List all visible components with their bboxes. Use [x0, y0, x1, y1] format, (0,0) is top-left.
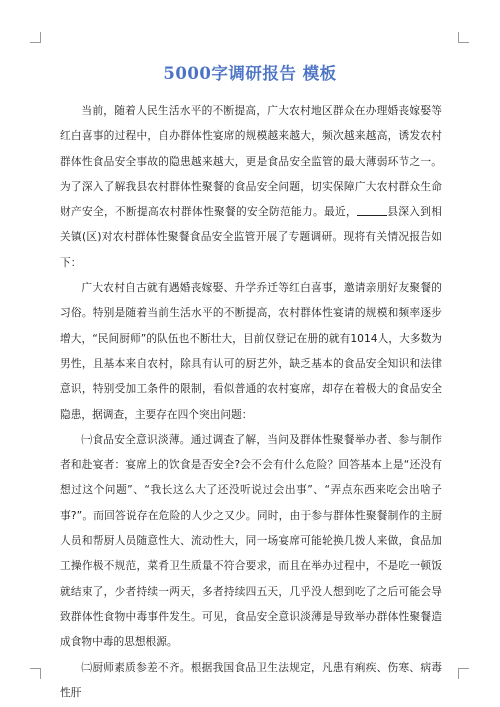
paragraph-intro-part-2: 县深入到相关镇(区)对农村群体性聚餐食品安全监管开展了专题调研。现将有关情况报告如下：: [60, 205, 442, 269]
crop-mark-bottom-left: [30, 668, 41, 679]
paragraph-intro-part-1: 当前，随着人民生活水平的不断提高，广大农村地区群众在办理婚丧嫁娶等红白喜事的过程中，自办群体性宴席的规模越来越大，频次越来越高，诱发农村群体性食品安全事故的隐患越来越大，更是食品安全监管的最大薄弱环节之一。为了深入了解我县农村群体性聚餐的食品安全问题，切实保障广大农村群众生命财产安全，不断提高农村群体性聚餐的安全防范能力。最近，: [60, 104, 442, 219]
crop-mark-bottom-right: [458, 668, 469, 679]
paragraph-intro: [60, 98, 442, 275]
crop-mark-top-right: [458, 32, 469, 43]
paragraph-problem-1: ㈠食品安全意识淡薄。通过调查了解，当问及群体性聚餐举办者、参与制作者和赴宴者：宴席上的饮食是否安全?会不会有什么危险？回答基本上是“还没有想过这个问题”、“我长这么大了还没听说过会出事”、“弄点东西来吃会出啥子事?”。而回答说存在危险的人少之又少。同时，由于参与群体性聚餐制作的主厨人员和帮厨人员随意性大、流动性大，同一场宴席可能轮换几拨人来做，食品加工操作极不规范，菜肴卫生质量不符合要求，而且在举办过程中，不是吃一顿饭就结束了，少者持续一两天，多者持续四五天，几乎没人想到吃了之后可能会导致群体性食物中毒事件发生。可见，食品安全意识淡薄是导致举办群体性聚餐造成食物中毒的思想根源。: [60, 432, 442, 649]
document-body: [60, 98, 442, 705]
fill-in-blank: [357, 205, 387, 216]
paragraph-background: 广大农村自古就有遇婚丧嫁娶、升学乔迁等红白喜事，邀请亲朋好友聚餐的习俗。特别是随着当前生活水平的不断提高，农村群体性宴请的规模和频率逐步增大，“民间厨师”的队伍也不断壮大，目前仅登记在册的就有1014人，大多数为男性，且基本来自农村，除具有认可的厨艺外，缺乏基本的食品安全知识和法律意识，特别受加工条件的限制，看似普通的农村宴席，却存在着极大的食品安全隐患，据调查，主要存在四个突出问题：: [60, 281, 442, 421]
document-title: 5000字调研报告 模板: [163, 64, 337, 83]
crop-mark-top-left: [30, 32, 41, 43]
paragraph-problem-2: ㈡厨师素质参差不齐。根据我国食品卫生法规定，凡患有痢疾、伤寒、病毒性肝: [60, 660, 442, 699]
